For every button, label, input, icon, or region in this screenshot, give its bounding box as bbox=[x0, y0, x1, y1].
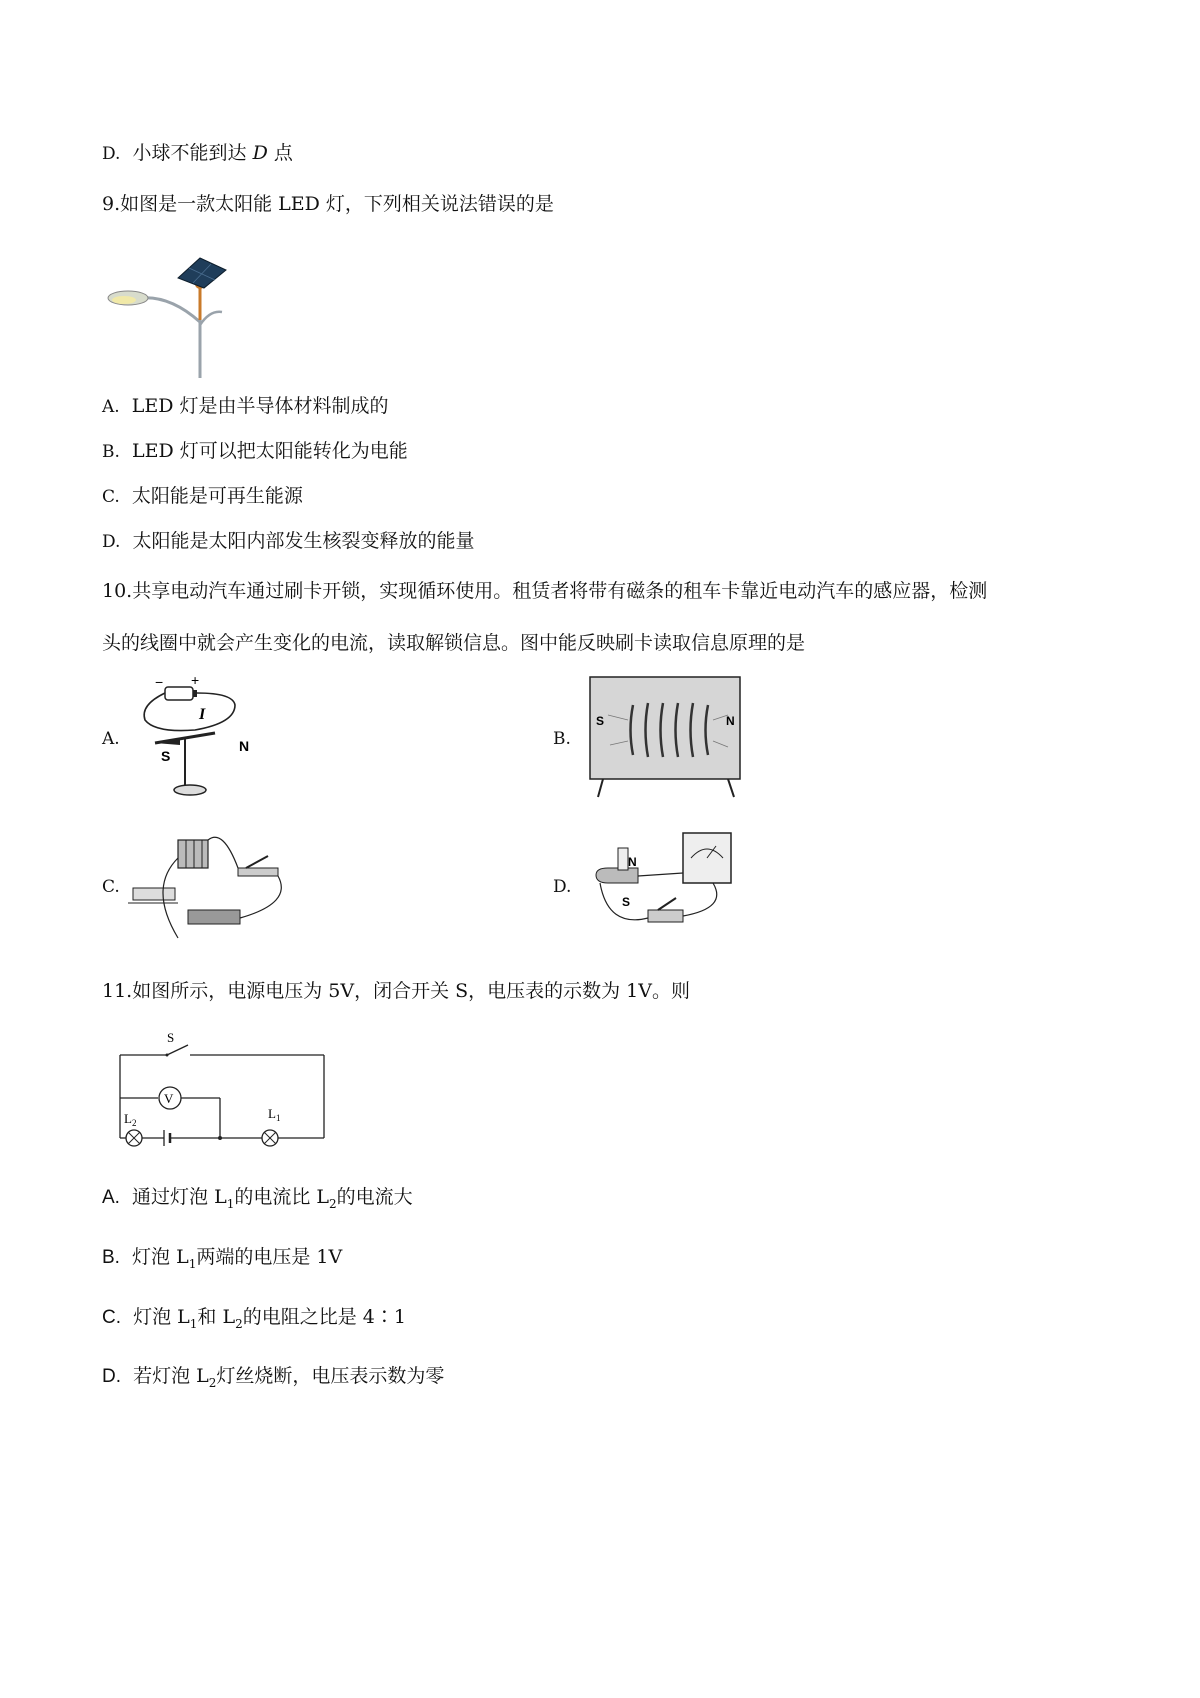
option-text-1: 通过灯泡 L bbox=[132, 1186, 227, 1208]
q11-option-b bbox=[102, 1246, 342, 1271]
option-text: LED 灯可以把太阳能转化为电能 bbox=[132, 440, 408, 462]
option-text-1: 灯泡 L bbox=[132, 1246, 189, 1268]
q9-option-a bbox=[102, 395, 389, 418]
induction-experiment-figure bbox=[588, 828, 748, 943]
option-sub-2: 2 bbox=[329, 1196, 337, 1211]
option-text-2: 的电流比 L bbox=[234, 1186, 330, 1208]
q11-option-c bbox=[102, 1306, 406, 1331]
current-label: I bbox=[199, 706, 206, 723]
solar-led-light-figure bbox=[100, 250, 235, 380]
q10-stem-line1: 10.共享电动汽车通过刷卡开锁，实现循环使用。租赁者将带有磁条的租车卡靠近电动汽车的感应器，检测 bbox=[102, 580, 988, 602]
battery-plus-label: + bbox=[191, 672, 200, 688]
lamp-l1-sub: 1 bbox=[275, 1113, 281, 1123]
option-text-end: 点 bbox=[267, 142, 293, 164]
q10-option-b-letter: B. bbox=[553, 729, 571, 749]
option-text: 太阳能是可再生能源 bbox=[131, 485, 303, 507]
option-letter: A. bbox=[102, 397, 120, 417]
q9-option-b bbox=[102, 440, 408, 463]
q11-option-a bbox=[102, 1186, 413, 1211]
q11-circuit-diagram bbox=[112, 1030, 332, 1155]
lamp-l2-sub: 2 bbox=[131, 1118, 137, 1128]
option-text: 小球不能到达 bbox=[132, 142, 253, 164]
q10-option-c-letter: C. bbox=[102, 877, 120, 897]
q10-option-a-letter: A. bbox=[102, 729, 120, 749]
oersted-experiment-figure bbox=[135, 672, 250, 800]
lamp-l2-letter: L bbox=[124, 1111, 132, 1126]
lamp-l1-label bbox=[268, 1106, 280, 1123]
q10-stem-line2: 头的线圈中就会产生变化的电流，读取解锁信息。图中能反映刷卡读取信息原理的是 bbox=[102, 632, 806, 654]
option-sub-1: 1 bbox=[189, 1316, 198, 1331]
option-sub-1: 1 bbox=[188, 1256, 197, 1271]
option-sub-1: 1 bbox=[226, 1196, 235, 1211]
option-text-3: 的电流大 bbox=[336, 1186, 413, 1208]
q11-option-d bbox=[102, 1365, 444, 1390]
q11-stem: 11.如图所示，电源电压为 5V，闭合开关 S，电压表的示数为 1V。则 bbox=[102, 980, 690, 1002]
q10-option-d-letter: D. bbox=[553, 877, 572, 897]
option-letter: B. bbox=[102, 442, 120, 462]
magnet-n-label: N bbox=[628, 855, 637, 869]
solenoid-s-label: S bbox=[596, 714, 605, 728]
lamp-l1-letter: L bbox=[268, 1106, 276, 1121]
option-text-2: 和 L bbox=[197, 1306, 236, 1328]
solenoid-n-label: N bbox=[726, 714, 735, 728]
option-letter: C. bbox=[102, 1307, 121, 1328]
needle-n-label: N bbox=[239, 738, 250, 754]
option-letter: B. bbox=[102, 1247, 120, 1268]
option-text-2: 灯丝烧断，电压表示数为零 bbox=[216, 1365, 445, 1387]
option-text: LED 灯是由半导体材料制成的 bbox=[131, 395, 389, 417]
battery-minus-label: − bbox=[155, 674, 164, 690]
magnet-s-label: S bbox=[622, 895, 631, 909]
option-text-1: 灯泡 L bbox=[133, 1306, 190, 1328]
q9-stem: 9.如图是一款太阳能 LED 灯，下列相关说法错误的是 bbox=[102, 193, 554, 215]
voltmeter-label: V bbox=[164, 1091, 174, 1106]
needle-s-label: S bbox=[161, 748, 171, 764]
option-italic: D bbox=[252, 142, 268, 164]
option-letter: A. bbox=[102, 1187, 120, 1208]
electromagnet-circuit-figure bbox=[128, 828, 303, 943]
option-text-3: 的电阻之比是 4∶1 bbox=[242, 1306, 406, 1328]
solenoid-iron-filings-figure bbox=[588, 675, 743, 800]
q9-option-d bbox=[102, 530, 475, 553]
option-letter: D. bbox=[102, 532, 121, 552]
option-sub-1: 2 bbox=[208, 1375, 217, 1390]
option-sub-2: 2 bbox=[235, 1316, 243, 1331]
switch-label: S bbox=[167, 1030, 175, 1045]
option-letter: D. bbox=[102, 1366, 121, 1387]
option-letter: D. bbox=[102, 144, 121, 164]
option-text-1: 若灯泡 L bbox=[133, 1365, 209, 1387]
option-letter: C. bbox=[102, 487, 120, 507]
option-text-2: 两端的电压是 1V bbox=[196, 1246, 343, 1268]
q8-option-d bbox=[102, 142, 293, 165]
q9-option-c bbox=[102, 485, 303, 508]
lamp-l2-label bbox=[124, 1111, 136, 1128]
option-text: 太阳能是太阳内部发生核裂变释放的能量 bbox=[132, 530, 475, 552]
